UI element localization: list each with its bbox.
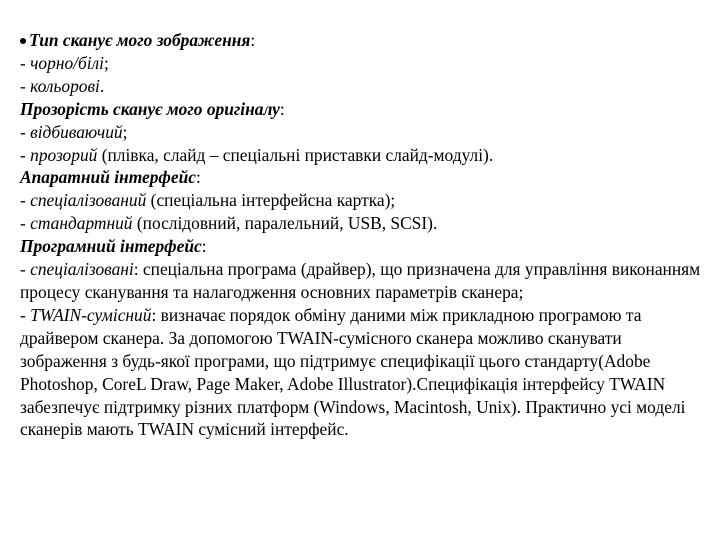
item-term: кольорові — [30, 75, 100, 96]
item-rest: ; — [103, 52, 109, 73]
item-rest: : визначає порядок обміну даними між прикладною програмою та драйвером сканера. За допомогою TWAIN-сумісного сканера можливо сканувати зображення з будь-якої програми, що підтримує специфікації цього стандарту(Adobe Photoshop, CoreL Draw, Page Maker, Adobe Illustrator).Специфікація інтерфейсу TWAIN забезпечує підтримку різних платформ (Windows, Macintosh, Unix). Практично усі моделі сканерів мають TWAIN сумісний інтерфейс. — [20, 304, 686, 440]
transparency-item-reflective — [20, 121, 704, 144]
item-rest: (послідовний, паралельний, USB, SCSI). — [132, 213, 438, 234]
software-interface-heading-colon: : — [201, 236, 207, 257]
item-dash: - — [20, 259, 31, 280]
item-term: відбиваючий — [30, 121, 123, 142]
item-dash: - — [20, 75, 31, 96]
transparency-heading-line — [20, 98, 704, 121]
software-interface-item-specialized — [20, 258, 704, 304]
scan-type-heading: Тип сканує мого зображення — [29, 30, 251, 50]
hardware-interface-heading: Апаратний інтерфейс — [20, 167, 196, 188]
item-term: спеціалізовані — [30, 259, 134, 280]
bullet-icon — [20, 38, 26, 44]
item-rest: (плівка, слайд – спеціальні приставки слайд-модулі). — [97, 144, 494, 165]
software-interface-heading-line — [20, 235, 704, 258]
transparency-heading: Прозорість сканує мого оригіналу — [20, 98, 280, 119]
item-rest: ; — [122, 121, 128, 142]
software-interface-heading: Програмний інтерфейс — [20, 236, 202, 257]
hardware-interface-item-specialized — [20, 189, 704, 212]
item-term: спеціалізований — [30, 190, 147, 211]
item-dash: - — [20, 144, 31, 165]
item-rest: (спеціальна інтерфейсна картка); — [146, 190, 396, 211]
scan-type-heading-colon: : — [250, 30, 256, 50]
scan-type-heading-line — [20, 29, 704, 52]
item-dash: - — [20, 121, 31, 142]
item-dash: - — [20, 190, 31, 211]
item-term: TWAIN-сумісний — [30, 304, 152, 325]
transparency-heading-colon: : — [279, 98, 285, 119]
item-rest: : спеціальна програма (драйвер), що призначена для управління виконанням процесу сканування та налагодження основних параметрів сканера; — [20, 259, 701, 302]
scan-type-item-bw — [20, 52, 704, 75]
software-interface-item-twain — [20, 304, 704, 441]
hardware-interface-item-standard — [20, 212, 704, 235]
hardware-interface-heading-line — [20, 166, 704, 189]
item-term: стандартний — [30, 213, 133, 234]
item-dash: - — [20, 213, 31, 234]
item-rest: . — [99, 75, 105, 96]
item-dash: - — [20, 304, 31, 325]
item-term: прозорий — [30, 144, 98, 165]
item-dash: - — [20, 52, 31, 73]
transparency-item-transparent — [20, 144, 704, 167]
hardware-interface-heading-colon: : — [196, 167, 201, 188]
slide-text-body — [20, 29, 704, 441]
scan-type-item-color — [20, 75, 704, 98]
item-term: чорно/білі — [30, 52, 104, 73]
